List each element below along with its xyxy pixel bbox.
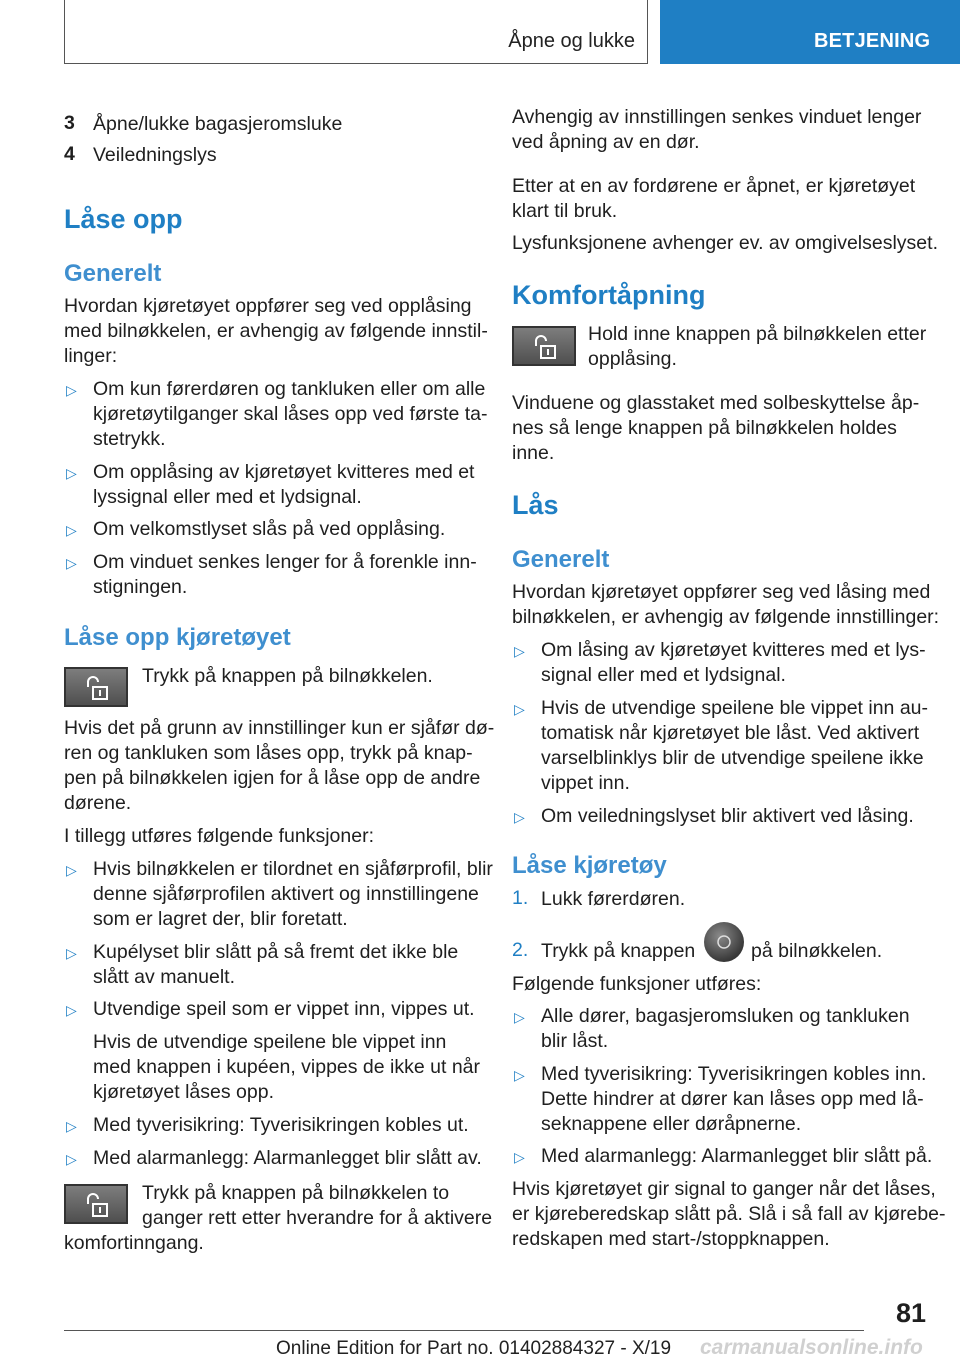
- paragraph-line: Følgende funksjoner utføres:: [512, 973, 762, 995]
- bullet-triangle-icon: ▷: [514, 1149, 525, 1165]
- bullet-text: seknappene eller døråpnerne.: [541, 1113, 802, 1135]
- bullet-triangle-icon: ▷: [66, 862, 77, 878]
- list-number: 3: [64, 112, 75, 134]
- bullet-text: blir låst.: [541, 1030, 609, 1052]
- note-line: Hvis de utvendige speilene ble vippet inn: [93, 1031, 447, 1053]
- bullet-text: lyssignal eller med et lydsignal.: [93, 486, 362, 508]
- paragraph-line: bilnøkkelen, er avhengig av følgende innstillinger:: [512, 606, 940, 628]
- instruction-text: Hold inne knappen på bilnøkkelen etter: [588, 323, 927, 345]
- bullet-text: vippet inn.: [541, 772, 630, 794]
- bullet-text: Hvis de utvendige speilene ble vippet inn au-: [541, 697, 929, 719]
- step-number: 2.: [512, 939, 529, 961]
- heading-generelt: Generelt: [64, 260, 162, 287]
- paragraph-line: Hvordan kjøretøyet oppfører seg ved opplåsing: [64, 295, 472, 317]
- list-item-text: Åpne/lukke bagasjeromsluke: [93, 113, 343, 135]
- step-text: Trykk på knappen: [541, 940, 696, 962]
- paragraph-line: Lysfunksjonene avhenger ev. av omgivelseslyset.: [512, 232, 938, 254]
- paragraph-line: er kjøreberedskap slått på. Slå i så fall av kjørebe-: [512, 1203, 946, 1225]
- paragraph-line: Hvis kjøretøyet gir signal to ganger når det låses,: [512, 1178, 936, 1200]
- bullet-text: Om velkomstlyset slås på ved opplåsing.: [93, 518, 446, 540]
- step-text: på bilnøkkelen.: [751, 940, 883, 962]
- paragraph-line: klart til bruk.: [512, 200, 618, 222]
- bullet-triangle-icon: ▷: [66, 945, 77, 961]
- instruction-text: Trykk på knappen på bilnøkkelen to: [142, 1182, 450, 1204]
- bullet-text: som er lagret der, blir foretatt.: [93, 908, 348, 930]
- bullet-triangle-icon: ▷: [66, 1002, 77, 1018]
- paragraph-line: ren og tankluken som låses opp, trykk på knap-: [64, 742, 473, 764]
- bullet-triangle-icon: ▷: [66, 522, 77, 538]
- list-number: 4: [64, 143, 75, 165]
- paragraph-line: Vinduene og glasstaket med solbeskyttelse åp-: [512, 392, 920, 414]
- paragraph-line: med bilnøkkelen, er avhengig av følgende innstil-: [64, 320, 488, 342]
- bullet-triangle-icon: ▷: [514, 1009, 525, 1025]
- bullet-text: varselblinklys blir de utvendige speilene ikke: [541, 747, 924, 769]
- heading-las: Lås: [512, 490, 559, 520]
- page-number: 81: [896, 1298, 927, 1328]
- paragraph-line: I tillegg utføres følgende funksjoner:: [64, 825, 374, 847]
- paragraph-line: ved åpning av en dør.: [512, 131, 700, 153]
- header-section-box: [64, 0, 648, 64]
- footer-divider: [64, 1330, 864, 1331]
- bullet-triangle-icon: ▷: [66, 1151, 77, 1167]
- bullet-text: Alle dører, bagasjeromsluken og tankluken: [541, 1005, 910, 1027]
- paragraph-line: Etter at en av fordørene er åpnet, er kjøretøyet: [512, 175, 916, 197]
- heading-lase-opp: Låse opp: [64, 204, 183, 234]
- bullet-triangle-icon: ▷: [514, 701, 525, 717]
- bullet-text: Kupélyset blir slått på så fremt det ikke ble: [93, 941, 459, 963]
- bullet-text: denne sjåførprofilen aktivert og innstillingene: [93, 883, 479, 905]
- bullet-triangle-icon: ▷: [66, 1118, 77, 1134]
- unlock-key-icon: [64, 1184, 128, 1224]
- header-section-title: Åpne og lukke: [508, 30, 635, 52]
- bullet-text: Med alarmanlegg: Alarmanlegget blir slått på.: [541, 1145, 933, 1167]
- step-text: Lukk førerdøren.: [541, 888, 686, 910]
- bullet-text: Om vinduet senkes lenger for å forenkle inn-: [93, 551, 477, 573]
- bullet-text: kjøretøytilganger skal låses opp ved første ta-: [93, 403, 488, 425]
- heading-komfortapning: Komfortåpning: [512, 280, 706, 310]
- instruction-text: opplåsing.: [588, 348, 677, 370]
- heading-lase-kjoretoy: Låse kjøretøy: [512, 852, 667, 879]
- bullet-text: Dette hindrer at dører kan låses opp med lå-: [541, 1088, 924, 1110]
- list-item-text: Veiledningslys: [93, 144, 217, 166]
- note-line: med knappen i kupéen, vippes de ikke ut når: [93, 1056, 481, 1078]
- paragraph-line: Avhengig av innstillingen senkes vinduet lenger: [512, 106, 922, 128]
- header-chapter-title: BETJENING: [814, 30, 931, 52]
- bullet-triangle-icon: ▷: [66, 382, 77, 398]
- bullet-text: Utvendige speil som er vippet inn, vippes ut.: [93, 998, 475, 1020]
- paragraph-line: Hvis det på grunn av innstillinger kun er sjåfør dø-: [64, 717, 495, 739]
- bullet-text: Om låsing av kjøretøyet kvitteres med et lys-: [541, 639, 926, 661]
- header-chapter-box: [660, 0, 960, 64]
- instruction-text: komfortinngang.: [64, 1232, 204, 1254]
- paragraph-line: dørene.: [64, 792, 132, 814]
- bullet-text: slått av manuelt.: [93, 966, 235, 988]
- bullet-text: Med alarmanlegg: Alarmanlegget blir slått av.: [93, 1147, 482, 1169]
- bullet-text: Hvis bilnøkkelen er tilordnet en sjåførprofil, blir: [93, 858, 493, 880]
- paragraph-line: pen på bilnøkkelen igjen for å låse opp de andre: [64, 767, 481, 789]
- paragraph-line: nes så lenge knappen på bilnøkkelen holdes: [512, 417, 897, 439]
- instruction-text: ganger rett etter hverandre for å aktivere: [142, 1207, 493, 1229]
- bullet-text: Med tyverisikring: Tyverisikringen kobles ut.: [93, 1114, 469, 1136]
- bullet-triangle-icon: ▷: [66, 555, 77, 571]
- bullet-text: Om kun førerdøren og tankluken eller om alle: [93, 378, 486, 400]
- paragraph-line: linger:: [64, 345, 118, 367]
- lock-button-icon: [704, 922, 744, 962]
- paragraph-line: inne.: [512, 442, 555, 464]
- heading-lase-opp-kjoretoyet: Låse opp kjøretøyet: [64, 624, 291, 651]
- bullet-text: Med tyverisikring: Tyverisikringen kobles inn.: [541, 1063, 927, 1085]
- bullet-triangle-icon: ▷: [514, 809, 525, 825]
- instruction-text: Trykk på knappen på bilnøkkelen.: [142, 665, 433, 687]
- watermark: carmanualsonline.info: [700, 1336, 923, 1359]
- bullet-triangle-icon: ▷: [514, 643, 525, 659]
- unlock-key-icon: [64, 667, 128, 707]
- note-line: kjøretøyet låses opp.: [93, 1081, 274, 1103]
- step-number: 1.: [512, 887, 529, 909]
- bullet-text: Om opplåsing av kjøretøyet kvitteres med et: [93, 461, 475, 483]
- bullet-text: signal eller med et lydsignal.: [541, 664, 786, 686]
- bullet-text: Om veiledningslyset blir aktivert ved låsing.: [541, 805, 914, 827]
- unlock-key-icon: [512, 326, 576, 366]
- bullet-triangle-icon: ▷: [514, 1067, 525, 1083]
- bullet-text: stetrykk.: [93, 428, 166, 450]
- footer-edition-text: Online Edition for Part no. 01402884327 - X/19: [276, 1338, 672, 1359]
- paragraph-line: Hvordan kjøretøyet oppfører seg ved låsing med: [512, 581, 931, 603]
- bullet-text: stigningen.: [93, 576, 188, 598]
- paragraph-line: redskapen med start-/stoppknappen.: [512, 1228, 830, 1250]
- heading-generelt: Generelt: [512, 546, 610, 573]
- bullet-text: tomatisk når kjøretøyet ble låst. Ved aktivert: [541, 722, 920, 744]
- bullet-triangle-icon: ▷: [66, 465, 77, 481]
